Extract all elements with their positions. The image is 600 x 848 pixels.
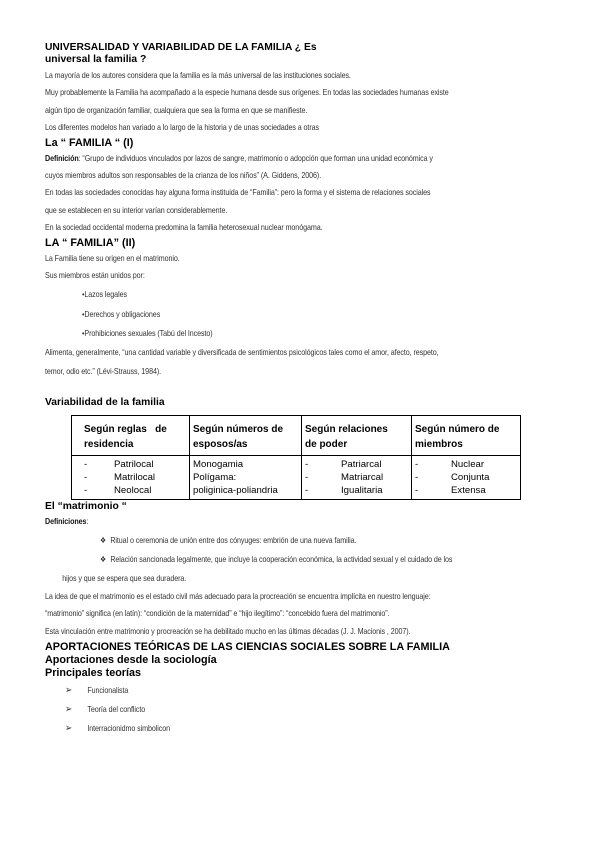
definition-text: : “Grupo de individuos vinculados por lazos de sangre, matrimonio o adopción que forman una unidad económica y <box>78 152 433 163</box>
def-text: Relación sancionada legalmente, que incluye la cooperación económica, la actividad sexual y el cuidado de los <box>110 553 453 564</box>
header-text: Según número de <box>415 424 500 436</box>
theory-text: Interracionidmo simbolicon <box>87 723 171 734</box>
document-page <box>45 42 565 738</box>
cell-line <box>305 471 408 484</box>
variabilidad-table <box>71 415 521 500</box>
table-row <box>72 456 521 500</box>
header-text: Según reglas de <box>84 424 167 436</box>
cell-value: Neolocal <box>114 485 152 497</box>
title-line-2: universal la familia ? <box>45 54 147 65</box>
cell-value: Igualitaria <box>341 485 383 497</box>
esposos-cell <box>190 456 302 500</box>
dash: - <box>415 472 419 484</box>
diamond-bullet-icon: ❖ <box>100 554 107 564</box>
cell-value: Monogamia <box>193 459 244 471</box>
cell-value: Polígama: <box>193 472 237 484</box>
familia-1-heading: La “ FAMILIA “ (I) <box>45 136 134 149</box>
familia-2-line: Sus miembros están unidos por: <box>45 270 145 281</box>
definiciones-line <box>45 513 492 530</box>
title-line-1: UNIVERSALIDAD Y VARIABILIDAD DE LA FAMILIA ¿ Es <box>45 42 317 53</box>
arrow-bullet-icon: ➢ <box>65 723 73 735</box>
cell-value: Nuclear <box>451 459 485 471</box>
matrimonio-line: “matrimonio” significa (en latín): “condición de la maternidad” e “hijo ilegítimo”: “concebido fuera del matrimonio”. <box>45 608 390 619</box>
levi-strauss-quote: Alimenta, generalmente, “una cantidad variable y diversificada de sentimientos psicológicos tales como el amor, afecto, respeto, <box>45 347 439 358</box>
cell-value: Patrilocal <box>114 459 154 471</box>
theory-text: Teoría del conflicto <box>87 704 146 715</box>
header-text: Según números de <box>193 424 284 436</box>
familia-1-line: que se establecen en su interior varían considerablemente. <box>45 204 228 215</box>
familia-1-line: En la sociedad occidental moderna predomina la familia heterosexual nuclear monógama. <box>45 222 323 233</box>
aportaciones-heading: APORTACIONES TEÓRICAS DE LAS CIENCIAS SOCIALES SOBRE LA FAMILIA <box>45 641 450 654</box>
header-text: de poder <box>305 439 348 451</box>
residencia-cell <box>72 456 190 500</box>
theory-item <box>65 700 495 719</box>
union-bullet: •Lazos legales <box>82 289 127 300</box>
familia-1-line: En todas las sociedades conocidas hay alguna forma instituida de “Familia”: pero la forma y el sistema de relaciones sociales <box>45 187 431 198</box>
cell-value: Matriarcal <box>341 472 384 484</box>
matrimonio-line: La idea de que el matrimonio es el estado civil más adecuado para la procreación se encuentra implícita en nuestro lenguaje: <box>45 590 431 601</box>
aportaciones-sub-2: Principales teorías <box>45 667 142 680</box>
header-text: miembros <box>415 439 463 451</box>
cell-line <box>415 458 517 471</box>
variabilidad-heading: Variabilidad de la familia <box>45 397 165 409</box>
theory-item <box>65 681 495 700</box>
matrimonio-line: Esta vinculación entre matrimonio y procreación se ha debilitado mucho en las últimas décadas (J. J. Macionis , 2007). <box>45 625 411 636</box>
dash: - <box>305 485 309 497</box>
familia-2-heading: LA “ FAMILIA” (II) <box>45 236 136 249</box>
diamond-bullet-icon: ❖ <box>100 535 107 545</box>
intro-section <box>45 67 565 137</box>
cell-line <box>415 471 517 484</box>
intro-line: Los diferentes modelos han variado a lo largo de la historia y de unas sociedades a otras <box>45 122 319 133</box>
header-esposos <box>190 416 302 456</box>
theory-text: Funcionalista <box>87 685 129 696</box>
dash: - <box>415 485 419 497</box>
matrimonio-def-item <box>100 550 500 569</box>
matrimonio-def-item <box>100 531 500 550</box>
levi-strauss-quote-2: temor, odio etc.” (Lévi-Strauss, 1984). <box>45 366 162 377</box>
cell-line <box>305 484 408 497</box>
matrimonio-heading: El “matrimonio “ <box>45 501 127 513</box>
cell-line <box>305 458 408 471</box>
familia-2-line: La Familia tiene su origen en el matrimonio. <box>45 252 180 263</box>
header-miembros <box>412 416 521 456</box>
table-header-row <box>72 416 521 456</box>
theory-item <box>65 719 495 738</box>
header-poder <box>302 416 412 456</box>
matrimonio-definitions <box>45 531 565 569</box>
cell-value: poliginica-poliandria <box>193 485 278 497</box>
intro-line: algún tipo de organización familiar, cualquiera que sea la forma en que se manifieste. <box>45 104 308 115</box>
variabilidad-table-wrap <box>71 415 565 500</box>
matrimonio-def-cont: hijos y que se espera que sea duradera. <box>62 572 187 583</box>
cell-line <box>84 471 186 484</box>
cell-value: Extensa <box>451 485 486 497</box>
dash: - <box>415 459 419 471</box>
header-text: Según relaciones <box>305 424 388 436</box>
union-bullet: •Prohibiciones sexuales (Tabú del Incesto) <box>82 328 213 339</box>
cell-line <box>415 484 517 497</box>
def-text: Ritual o ceremonia de unión entre dos cónyuges: embrión de una nueva familia. <box>110 534 357 545</box>
poder-cell <box>302 456 412 500</box>
cell-value: Conjunta <box>451 472 490 484</box>
union-bullet: •Derechos y obligaciones <box>82 309 161 320</box>
arrow-bullet-icon: ➢ <box>65 704 73 716</box>
dash: - <box>305 472 309 484</box>
colon: : <box>86 516 89 527</box>
dash: - <box>305 459 309 471</box>
header-residencia <box>72 416 190 456</box>
cell-value: Patriarcal <box>341 459 382 471</box>
dash: - <box>84 472 88 484</box>
intro-line: La mayoría de los autores considera que la familia es la más universal de las instituciones sociales. <box>45 70 351 80</box>
dash: - <box>84 485 88 497</box>
definition-line-2: cuyos miembros adultos son responsables de la crianza de los niños” (A. Giddens, 2006). <box>45 170 322 181</box>
arrow-bullet-icon: ➢ <box>65 685 73 697</box>
definition-label: Definición <box>45 152 79 163</box>
cell-value: Matrilocal <box>114 472 156 484</box>
header-text: esposos/as <box>193 439 248 451</box>
definition-line <box>45 150 492 167</box>
union-bullet-list <box>45 284 565 343</box>
definiciones-label: Definiciones <box>45 516 87 527</box>
intro-line: Muy probablemente la Familia ha acompañado a la especie humana desde sus orígenes. En todas las sociedades humanas existe <box>45 87 449 98</box>
theories-list <box>45 681 565 738</box>
dash: - <box>84 459 88 471</box>
aportaciones-sub-1: Aportaciones desde la sociología <box>45 654 217 667</box>
header-text: residencia <box>84 439 134 451</box>
cell-line <box>84 484 186 497</box>
miembros-cell <box>412 456 521 500</box>
cell-line <box>84 458 186 471</box>
